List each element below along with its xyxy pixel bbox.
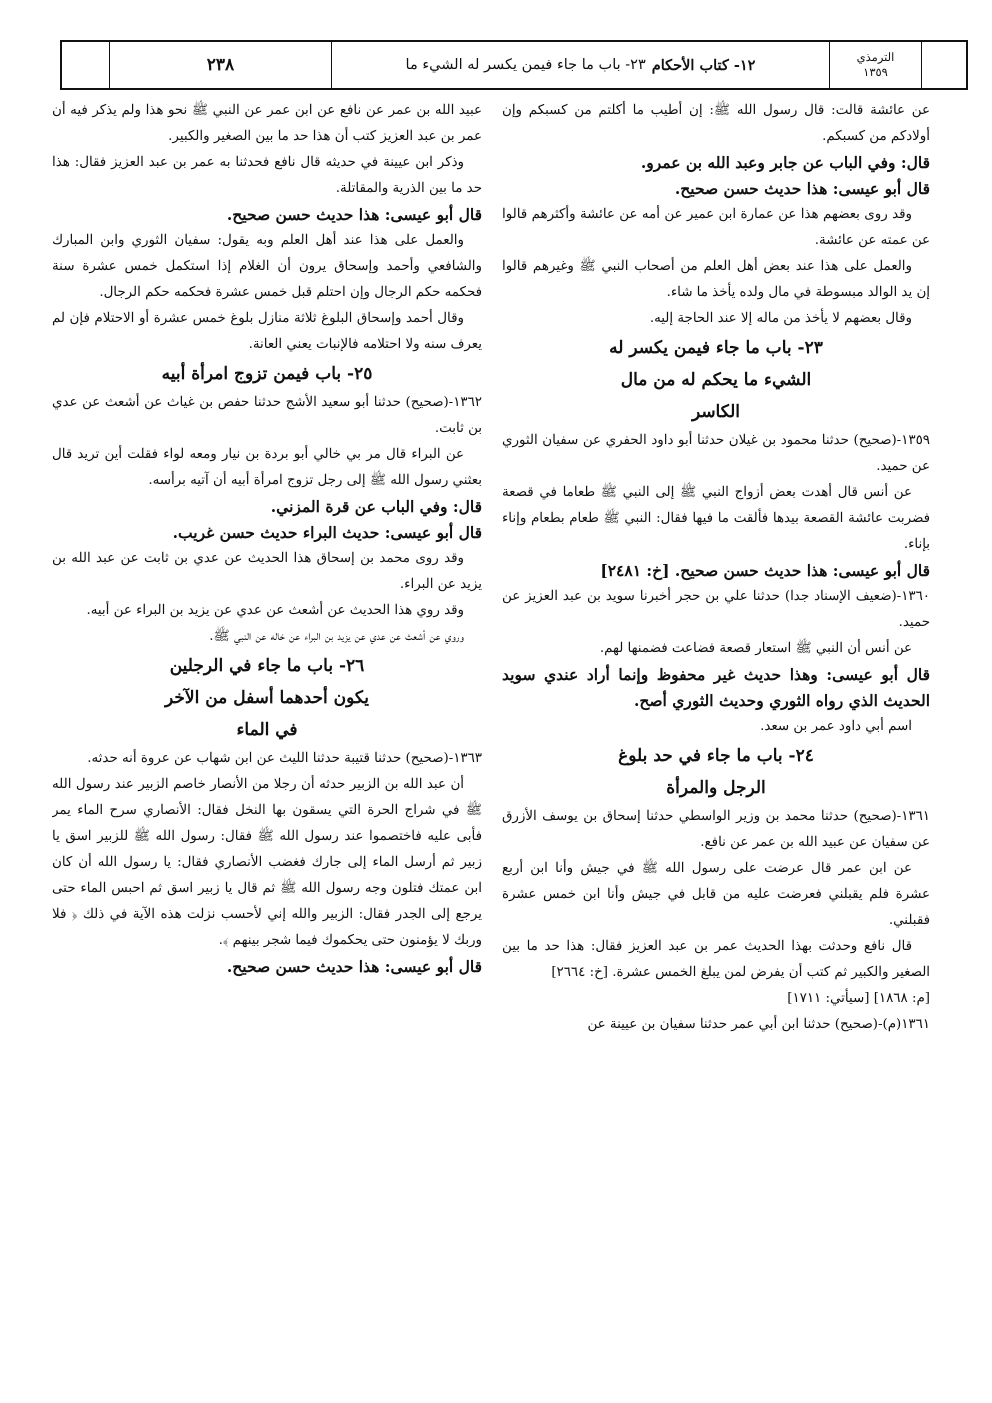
hadith-isnad: ١٣٦٣-(صحيح) حدثنا قتيبة حدثنا الليث عن ابن شهاب عن عروة أنه حدثه. xyxy=(87,751,482,766)
paragraph: قال نافع وحدثت بهذا الحديث عمر بن عبد العزيز فقال: هذا حد ما بين الصغير والكبير ثم كتب أن يفرض لمن يبلغ الخمس عشرة. [خ: ٢٦٦٤] xyxy=(502,939,930,980)
hadith-isnad: ١٣٦١(م)-(صحيح) حدثنا ابن أبي عمر حدثنا سفيان بن عيينة عن xyxy=(587,1017,930,1032)
paragraph: وقال بعضهم لا يأخذ من ماله إلا عند الحاجة إليه. xyxy=(649,311,912,326)
section-heading xyxy=(502,740,930,804)
page-header xyxy=(60,40,968,90)
heading-line: يكون أحدهما أسفل من الآخر xyxy=(165,688,369,708)
paragraph: وذكر ابن عيينة في حديثه قال نافع فحدثنا به عمر بن عبد العزيز فقال: هذا حد ما بين الذرية والمقاتلة. xyxy=(52,155,482,196)
paragraph: عن البراء قال مر بي خالي أبو بردة بن نيار ومعه لواء فقلت أين تريد قال بعثني رسول الله ﷺ إلى رجل تزوج امرأة أبيه أن آتيه برأسه. xyxy=(52,447,482,488)
header-title xyxy=(332,42,830,88)
heading-line: في الماء xyxy=(236,720,298,740)
paragraph: وقال أحمد وإسحاق البلوغ ثلاثة منازل بلوغ خمس عشرة أو الاحتلام فإن لم يعرف سنه ولا احتلامه فالإنبات يعني العانة. xyxy=(52,311,482,352)
paragraph: عن عائشة قالت: قال رسول الله ﷺ: إن أطيب ما أكلتم من كسبكم وإن أولادكم من كسبكم. xyxy=(502,103,930,144)
paragraph: وقد روي هذا الحديث عن أشعث عن عدي عن يزيد بن البراء عن أبيه. xyxy=(86,603,464,618)
paragraph: والعمل على هذا عند أهل العلم وبه يقول: سفيان الثوري وابن المبارك والشافعي وأحمد وإسحاق يرون أن الغلام إذا استكمل خمس عشرة سنة فحكمه حكم الرجال وإن احتلم قبل خمس عشرة فحكمه حكم الرجال. xyxy=(52,233,482,300)
heading-line: ٢٦- باب ما جاء في الرجلين xyxy=(169,656,365,676)
right-column xyxy=(502,98,930,1388)
paragraph: اسم أبي داود عمر بن سعد. xyxy=(760,719,912,734)
header-blank-cell xyxy=(62,42,110,88)
page-number: ٢٣٨ xyxy=(110,42,332,88)
chapter-title: ١٢- كتاب الأحكام xyxy=(651,56,756,74)
hadith-isnad: ١٣٦٠-(ضعيف الإسناد جدا) حدثنا علي بن حجر أخبرنا سويد بن عبد العزيز عن حميد. xyxy=(502,589,930,630)
book-name: الترمذي xyxy=(856,50,895,64)
paragraph: عن أنس قال أهدت بعض أزواج النبي ﷺ إلى النبي ﷺ طعاما في قصعة فضربت عائشة القصعة بيدها فألقت ما فيها فقال: النبي ﷺ طعام بطعام وإناء بإناء. xyxy=(502,485,930,552)
hadith-isnad: ١٣٦٢-(صحيح) حدثنا أبو سعيد الأشج حدثنا حفص بن غياث عن أشعث عن عدي بن ثابت. xyxy=(52,395,482,436)
commentary-line: قال: وفي الباب عن قرة المزني. xyxy=(270,497,482,516)
hadith-isnad: ١٣٦١-(صحيح) حدثنا محمد بن وزير الواسطي حدثنا إسحاق بن يوسف الأزرق عن سفيان عن عبيد الله بن عمر عن نافع. xyxy=(502,809,930,850)
section-heading xyxy=(52,650,482,746)
header-blank-cell xyxy=(922,42,966,88)
book-reference xyxy=(830,42,922,88)
commentary-line: قال أبو عيسى: هذا حديث حسن صحيح. xyxy=(674,179,930,198)
heading-line: ٢٤- باب ما جاء في حد بلوغ xyxy=(618,746,814,766)
commentary-line: قال أبو عيسى: حديث البراء حديث حسن غريب. xyxy=(172,523,482,542)
heading-line: الشيء ما يحكم له من مال xyxy=(620,370,812,390)
section-heading xyxy=(502,332,930,428)
paragraph: والعمل على هذا عند بعض أهل العلم من أصحاب النبي ﷺ وغيرهم قالوا إن يد الوالد مبسوطة في مال ولده يأخذ ما شاء. xyxy=(502,259,930,300)
commentary-line: قال أبو عيسى: هذا حديث حسن صحيح. xyxy=(226,205,482,224)
commentary-line: قال أبو عيسى: هذا حديث حسن صحيح. xyxy=(226,957,482,976)
heading-line: الكاسر xyxy=(691,402,741,422)
paragraph: عن ابن عمر قال عرضت على رسول الله ﷺ في جيش وأنا ابن أربع عشرة فلم يقبلني فعرضت عليه من قابل في جيش وأنا ابن خمس عشرة فقبلني. xyxy=(502,861,930,928)
paragraph: وقد روى محمد بن إسحاق هذا الحديث عن عدي بن ثابت عن عبد الله بن يزيد عن البراء. xyxy=(52,551,482,592)
reference-line: [م: ١٨٦٨] [سيأتي: ١٧١١] xyxy=(787,991,930,1006)
book-volume: ١٣٥٩ xyxy=(863,65,888,79)
commentary-line: قال أبو عيسى: وهذا حديث غير محفوظ وإنما أراد عندي سويد الحديث الذي رواه الثوري وحديث الثوري أصح. xyxy=(502,665,930,710)
paragraph: عن أنس أن النبي ﷺ استعار قصعة فضاعت فضمنها لهم. xyxy=(599,641,912,656)
section-title: ٢٣- باب ما جاء فيمن يكسر له الشيء ما xyxy=(405,57,646,73)
section-heading: ٢٥- باب فيمن تزوج امرأة أبيه xyxy=(161,364,373,384)
hadith-isnad: ١٣٥٩-(صحيح) حدثنا محمود بن غيلان حدثنا أبو داود الحفري عن سفيان الثوري عن حميد. xyxy=(502,433,930,474)
paragraph: وقد روى بعضهم هذا عن عمارة ابن عمير عن أمه عن عائشة وأكثرهم قالوا عن عمته عن عائشة. xyxy=(502,207,930,248)
left-column xyxy=(52,98,482,1388)
paragraph: أن عبد الله بن الزبير حدثه أن رجلا من الأنصار خاصم الزبير عند رسول الله ﷺ في شراج الحرة التي يسقون بها النخل فقال: الأنصاري سرح الماء يمر فأبى عليه فاختصموا عند رسول الله ﷺ فقال: رسول الله ﷺ للزبير اسق يا زبير ثم أرسل الماء إلى جارك فغضب الأنصاري فقال: يا رسول الله أن كان ابن عمتك فتلون وجه رسول الله ﷺ ثم قال يا زبير اسق ثم احبس الماء حتى يرجع إلى الجدر فقال: الزبير والله إني لأحسب نزلت هذه الآية في ذلك ﴿ فلا وربك لا يؤمنون حتى يحكموك فيما شجر بينهم ﴾. xyxy=(52,777,482,948)
paragraph: عبيد الله بن عمر عن نافع عن ابن عمر عن النبي ﷺ نحو هذا ولم يذكر فيه أن عمر بن عبد العزيز كتب أن هذا حد ما بين الصغير والكبير. xyxy=(52,103,482,144)
paragraph: وروي عن أشعث عن عدي عن يزيد بن البراء عن خاله عن النبي ﷺ. xyxy=(209,629,464,644)
commentary-line: قال: وفي الباب عن جابر وعبد الله بن عمرو. xyxy=(640,153,930,172)
heading-line: ٢٣- باب ما جاء فيمن يكسر له xyxy=(609,338,823,358)
commentary-line: قال أبو عيسى: هذا حديث حسن صحيح. [خ: ٢٤٨١] xyxy=(600,561,930,580)
heading-line: الرجل والمرأة xyxy=(666,778,766,798)
